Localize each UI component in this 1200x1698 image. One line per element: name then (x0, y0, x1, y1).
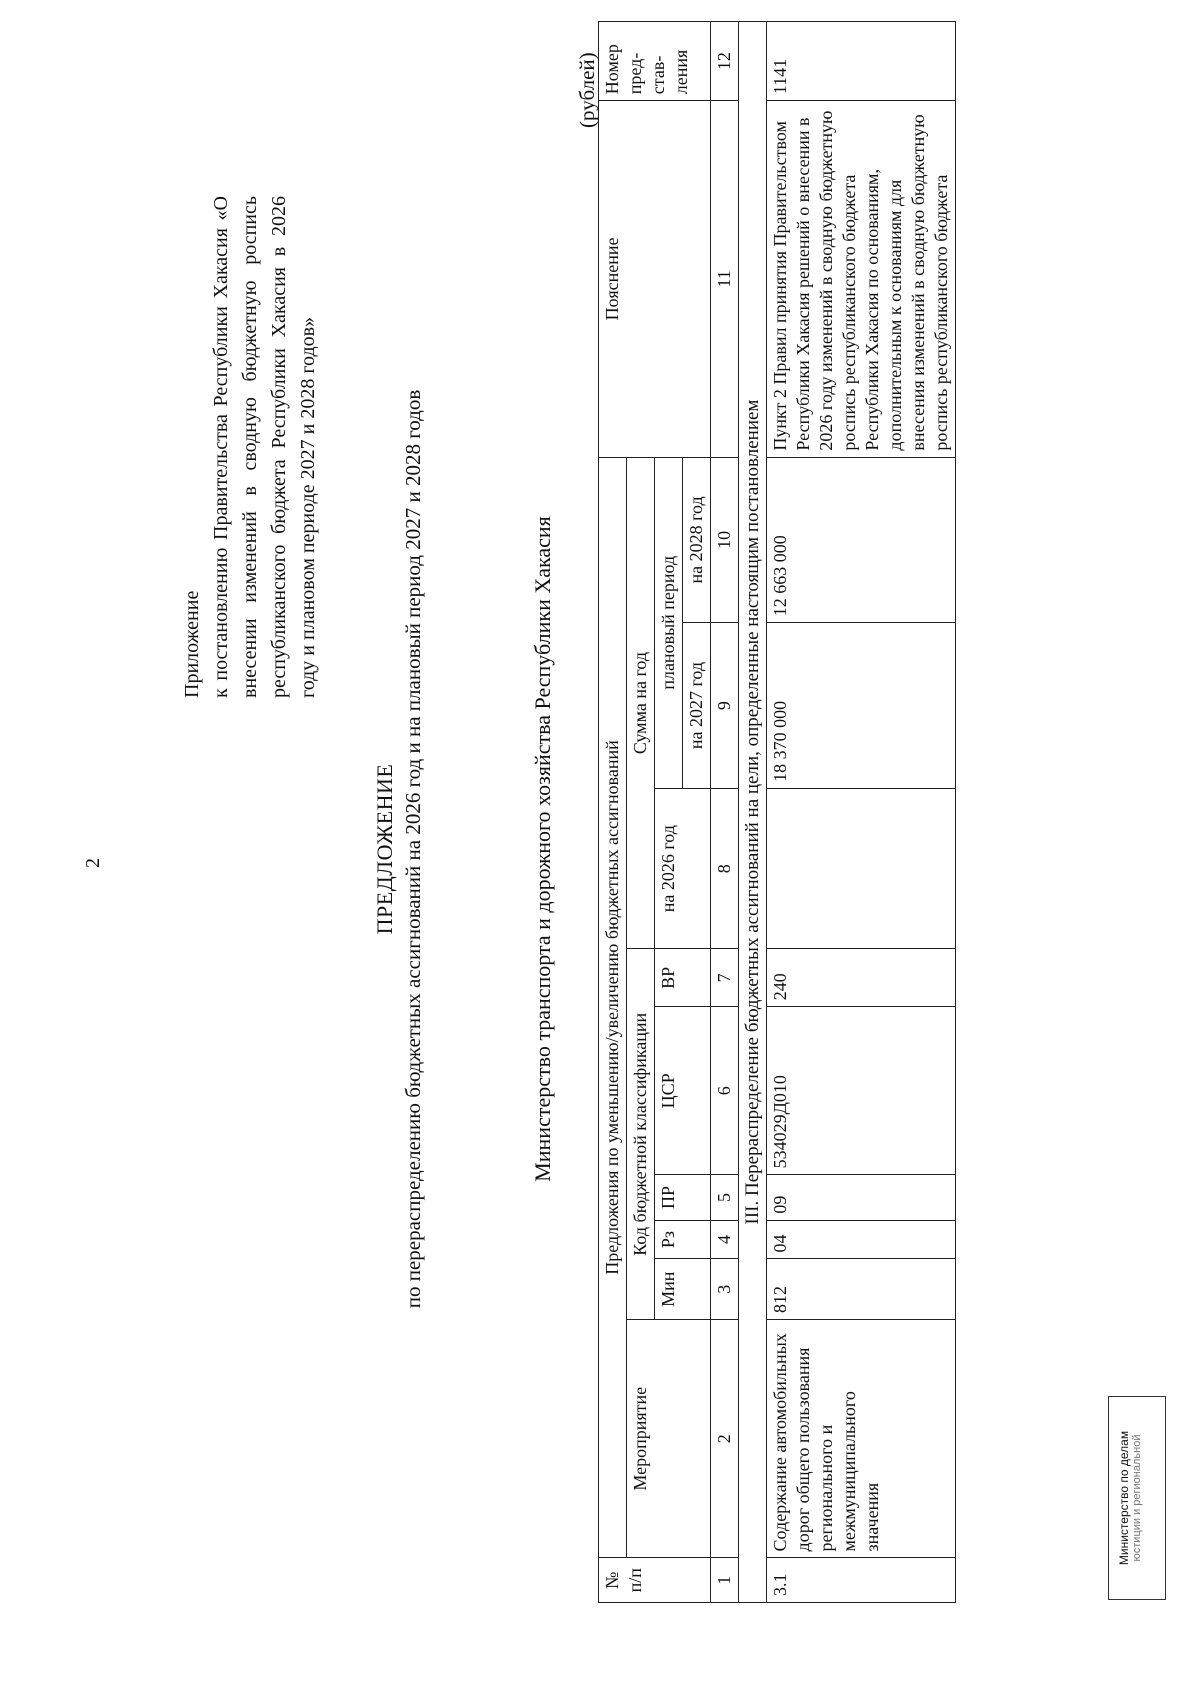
header-code: Код бюджетной классификации (627, 949, 655, 1320)
header-explanation: Пояснение (599, 101, 711, 457)
header-rz: Рз (655, 1220, 711, 1259)
row-min: 812 (767, 1259, 956, 1320)
header-submission: Номер пред- став- ления (599, 22, 711, 101)
col-number: 12 (711, 22, 739, 101)
section-title: III. Перераспределение бюджетных ассигнований на цели, определенные настоящим постановлением (739, 22, 767, 1603)
col-number: 6 (711, 1007, 739, 1175)
row-csr: 534029Д010 (767, 1007, 956, 1175)
page-number: 2 (82, 858, 104, 868)
col-number: 8 (711, 788, 739, 949)
section-row (739, 22, 767, 1603)
col-number: 9 (711, 623, 739, 789)
col-number: 1 (711, 1558, 739, 1603)
document-subtitle: по перераспределению бюджетных ассигнований на 2026 год и на плановый период 2027 и 2028 годов (401, 389, 425, 1309)
col-number: 2 (711, 1320, 739, 1558)
header-pr: ПР (655, 1175, 711, 1220)
stamp-line-1: Министерство по делам (1117, 1430, 1131, 1566)
header-sum: Сумма на год (627, 457, 655, 949)
ministry-name: Министерство транспорта и дорожного хозяйства Республики Хакасия (530, 516, 555, 1182)
row-2026 (767, 788, 956, 949)
header-vr: ВР (655, 949, 711, 1007)
header-event: Мероприятие (627, 1320, 711, 1558)
units-label: (рублей) (575, 52, 599, 128)
table-row (767, 22, 956, 1603)
header-plan-period: плановый период (655, 457, 683, 788)
col-number: 4 (711, 1220, 739, 1259)
allocation-table (598, 21, 956, 1603)
header-2026: на 2026 год (655, 788, 711, 949)
stamp-line-2: юстиции и региональной (1131, 1434, 1143, 1562)
header-proposals: Предложения по уменьшению/увеличению бюджетных ассигнований (599, 457, 627, 1558)
appendix-body: к постановлению Правительства Республики Хакасия «О внесении изменений в сводную бюджетную роспись республиканского бюджета Республики Хакасия в 2026 году и плановом периоде 2027 и 2028 годов» (210, 196, 319, 698)
row-pr: 09 (767, 1175, 956, 1220)
appendix-block (178, 196, 323, 698)
row-2027: 18 370 000 (767, 623, 956, 789)
column-number-row (711, 22, 739, 1603)
col-number: 7 (711, 949, 739, 1007)
header-min: Мин (655, 1259, 711, 1320)
row-2028: 12 663 000 (767, 457, 956, 623)
header-csr: ЦСР (655, 1007, 711, 1175)
row-explanation: Пункт 2 Правил принятия Правительством Республики Хакасия решений о внесении в 2026 году изменений в сводную бюджетную роспись республиканского бюджета Республики Хакасия по основаниям, дополнительным к основаниям для внесения изменений в сводную бюджетную роспись республиканского бюджета (767, 101, 956, 457)
header-2028: на 2028 год (683, 457, 711, 623)
row-vr: 240 (767, 949, 956, 1007)
row-num: 3.1 (767, 1558, 956, 1603)
document-title: ПРЕДЛОЖЕНИЕ (372, 763, 397, 935)
col-number: 5 (711, 1175, 739, 1220)
col-number: 10 (711, 457, 739, 623)
header-num: № п/п (599, 1558, 711, 1603)
registration-stamp (1108, 1396, 1166, 1600)
col-number: 11 (711, 101, 739, 457)
row-submission: 1141 (767, 22, 956, 101)
row-rz: 04 (767, 1220, 956, 1259)
appendix-title: Приложение (181, 590, 203, 698)
row-event: Содержание автомобильных дорог общего пользования регионального и межмуниципального значения (767, 1320, 956, 1558)
col-number: 3 (711, 1259, 739, 1320)
header-2027: на 2027 год (683, 623, 711, 789)
